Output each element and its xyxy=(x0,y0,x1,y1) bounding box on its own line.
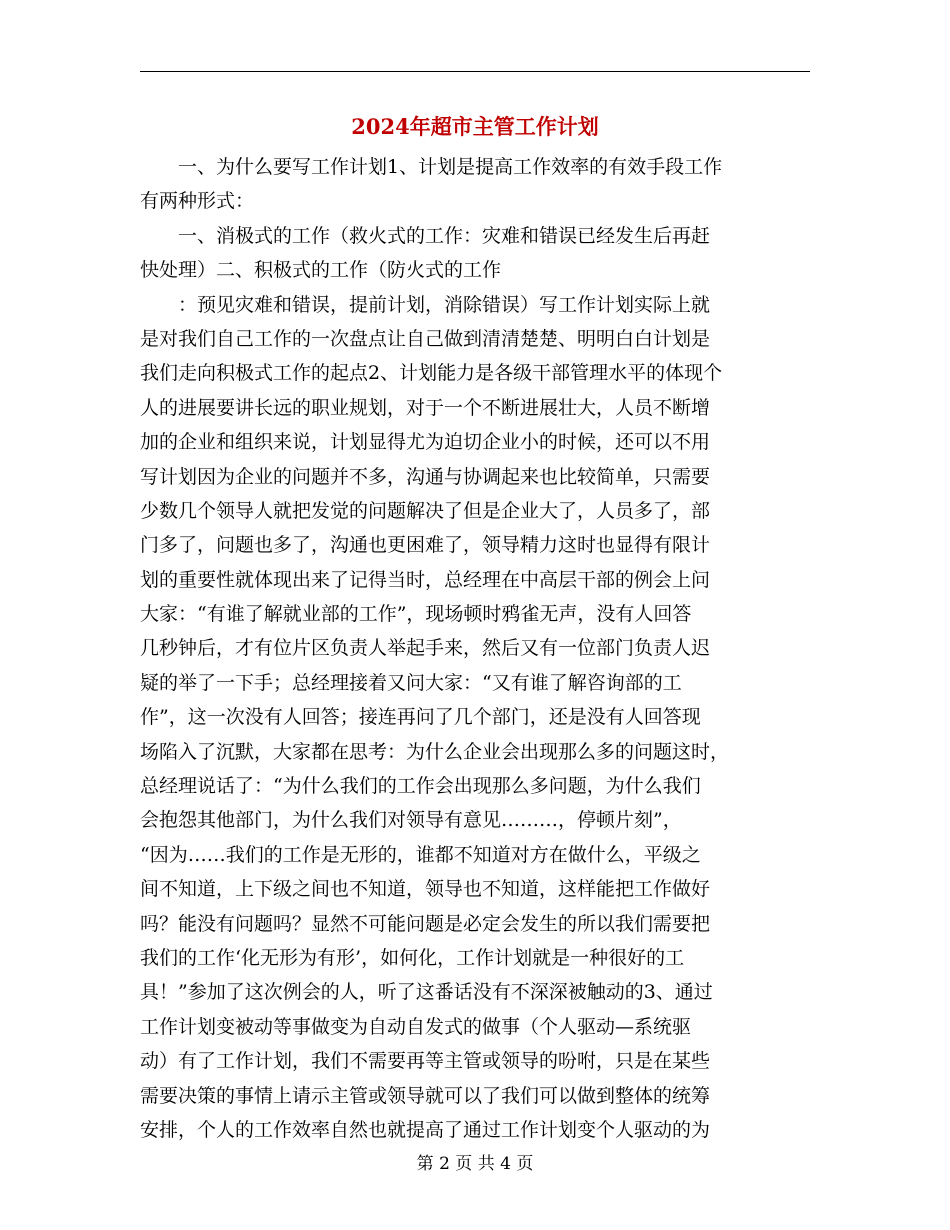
body-line: 场陷入了沉默，大家都在思考：为什么企业会出现那么多的问题这时， xyxy=(140,740,730,763)
body-line: 需要决策的事情上请示主管或领导就可以了我们可以做到整体的统筹 xyxy=(140,1084,711,1107)
page-footer: 第 2 页 共 4 页 xyxy=(416,1154,534,1174)
body-line: 快处理）二、积极式的工作（防火式的工作 xyxy=(140,259,502,282)
body-line: 划的重要性就体现出来了记得当时，总经理在中高层干部的例会上问 xyxy=(140,568,711,591)
document-title: 2024年超市主管工作计划 xyxy=(351,114,599,139)
body-line: 一、为什么要写工作计划1、计划是提高工作效率的有效手段工作 xyxy=(140,156,723,178)
body-line: 门多了，问题也多了，沟通也更困难了，领导精力这时也显得有限计 xyxy=(140,534,711,557)
body-line: 总经理说话了：“为什么我们的工作会出现那么多问题，为什么我们 xyxy=(140,775,701,798)
body-line: 我们的工作‘化无形为有形’，如何化，工作计划就是一种很好的工 xyxy=(140,946,685,969)
body-line: ：预见灾难和错误，提前计划，消除错误）写工作计划实际上就 xyxy=(140,293,711,316)
body-line: 工作计划变被动等事做变为自动自发式的做事（个人驱动—系统驱 xyxy=(140,1015,692,1038)
body-line: 有两种形式： xyxy=(140,190,255,213)
body-line: 疑的举了一下手；总经理接着又问大家：“又有谁了解咨询部的工 xyxy=(140,671,682,694)
body-line: 间不知道，上下级之间也不知道，领导也不知道，这样能把工作做好 xyxy=(140,878,711,901)
body-line: 一、消极式的工作（救火式的工作：灾难和错误已经发生后再赶 xyxy=(140,224,711,247)
body-line: 具！”参加了这次例会的人，听了这番话没有不深深被触动的3、通过 xyxy=(140,981,713,1004)
body-line: 几秒钟后，才有位片区负责人举起手来，然后又有一位部门负责人迟 xyxy=(140,637,711,660)
body-line: 作”，这一次没有人回答；接连再问了几个部门，还是没有人回答现 xyxy=(140,706,701,729)
body-line: 少数几个领导人就把发觉的问题解决了但是企业大了，人员多了，部 xyxy=(140,499,711,522)
body-line: 会抱怨其他部门，为什么我们对领导有意见………，停顿片刻”， xyxy=(140,809,682,832)
body-line: 加的企业和组织来说，计划显得尤为迫切企业小的时候，还可以不用 xyxy=(140,431,711,454)
body-line: 动）有了工作计划，我们不需要再等主管或领导的吩咐，只是在某些 xyxy=(140,1050,711,1073)
body-line: 人的进展要讲长远的职业规划，对于一个不断进展壮大，人员不断增 xyxy=(140,396,711,419)
header-rule xyxy=(140,71,810,72)
document-body xyxy=(140,150,810,1147)
body-line: “因为……我们的工作是无形的，谁都不知道对方在做什么，平级之 xyxy=(140,843,701,866)
body-line: 写计划因为企业的问题并不多，沟通与协调起来也比较简单，只需要 xyxy=(140,465,711,488)
body-line: 安排，个人的工作效率自然也就提高了通过工作计划变个人驱动的为 xyxy=(140,1118,711,1141)
body-line: 是对我们自己工作的一次盘点让自己做到清清楚楚、明明白白计划是 xyxy=(140,327,711,350)
body-line: 吗？能没有问题吗？显然不可能问题是必定会发生的所以我们需要把 xyxy=(140,912,711,935)
body-line: 大家：“有谁了解就业部的工作”，现场顿时鸦雀无声，没有人回答 xyxy=(140,603,692,626)
body-line: 我们走向积极式工作的起点2、计划能力是各级干部管理水平的体现个 xyxy=(140,362,723,385)
